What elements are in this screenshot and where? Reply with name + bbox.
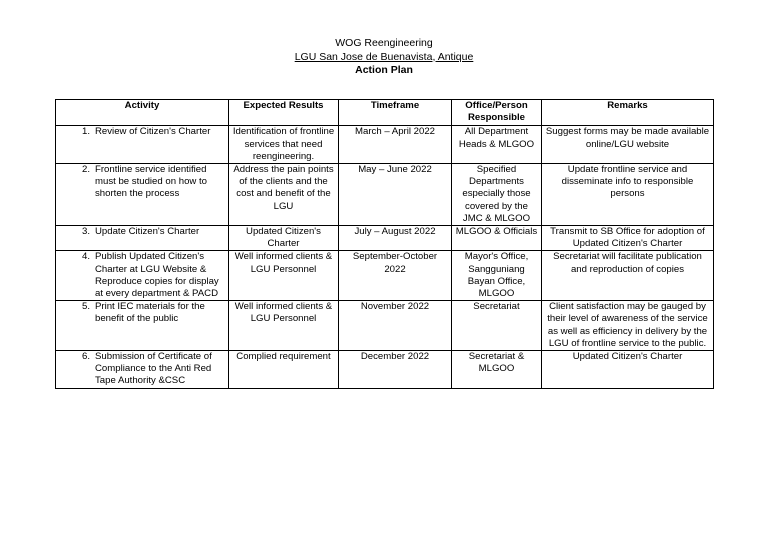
remarks-cell: Updated Citizen's Charter [542,351,714,389]
activity-text: Update Citizen's Charter [95,226,200,238]
table-row [56,351,714,389]
table-row [56,251,714,301]
office-cell: Specified Departments especially those covered by the JMC & MLGOO [452,164,542,226]
header-subtitle: LGU San Jose de Buenavista, Antique [294,50,474,63]
table-header-row [56,100,714,126]
timeframe-cell: March – April 2022 [339,126,452,164]
timeframe-cell: November 2022 [339,301,452,351]
office-cell: Secretariat [452,301,542,351]
table-row [56,301,714,351]
row-number: 3. [81,226,90,238]
office-cell: Mayor's Office, Sangguniang Bayan Office, MLGOO [452,251,542,301]
activity-text: Submission of Certificate of Compliance to the Anti Red Tape Authority &CSC [95,351,212,387]
action-plan-table [55,99,714,389]
row-number: 4. [81,251,90,263]
expected-results-cell: Identification of frontline services that need reengineering. [229,126,339,164]
row-number: 5. [81,301,90,313]
table-row [56,226,714,251]
activity-text: Frontline service identified must be studied on how to shorten the process [95,164,207,200]
remarks-cell: Suggest forms may be made available online/LGU website [542,126,714,164]
activity-text: Publish Updated Citizen's Charter at LGU Website & Reproduce copies for display at every department & PACD [95,251,219,300]
column-header-office: Office/Person Responsible [452,100,542,126]
expected-results-cell: Well informed clients & LGU Personnel [229,251,339,301]
table-row [56,164,714,226]
header-heading: Action Plan [355,64,413,76]
remarks-cell: Update frontline service and disseminate info to responsible persons [542,164,714,226]
timeframe-cell: July – August 2022 [339,226,452,251]
expected-results-cell: Address the pain points of the clients and the cost and benefit of the LGU [229,164,339,226]
activity-cell [56,351,229,389]
document-header [0,37,768,78]
timeframe-cell: December 2022 [339,351,452,389]
expected-results-cell: Updated Citizen's Charter [229,226,339,251]
office-cell: All Department Heads & MLGOO [452,126,542,164]
office-cell: MLGOO & Officials [452,226,542,251]
activity-cell [56,164,229,226]
row-number: 2. [81,164,90,176]
activity-cell [56,226,229,251]
header-title: WOG Reengineering [335,37,433,49]
row-number: 6. [81,351,90,363]
remarks-cell: Transmit to SB Office for adoption of Updated Citizen's Charter [542,226,714,251]
row-number: 1. [81,126,90,138]
column-header-remarks: Remarks [542,100,714,126]
remarks-cell: Secretariat will facilitate publication and reproduction of copies [542,251,714,301]
expected-results-cell: Complied requirement [229,351,339,389]
expected-results-cell: Well informed clients & LGU Personnel [229,301,339,351]
column-header-expected-results: Expected Results [229,100,339,126]
activity-text: Review of Citizen's Charter [95,126,211,138]
activity-text: Print IEC materials for the benefit of the public [95,301,205,325]
timeframe-cell: May – June 2022 [339,164,452,226]
table-row [56,126,714,164]
activity-cell [56,251,229,301]
column-header-timeframe: Timeframe [339,100,452,126]
remarks-cell: Client satisfaction may be gauged by their level of awareness of the service as well as efficiency in delivery by the LGU of frontline service to the public. [542,301,714,351]
activity-cell [56,301,229,351]
timeframe-cell: September-October 2022 [339,251,452,301]
activity-cell [56,126,229,164]
office-cell: Secretariat & MLGOO [452,351,542,389]
column-header-activity: Activity [56,100,229,126]
